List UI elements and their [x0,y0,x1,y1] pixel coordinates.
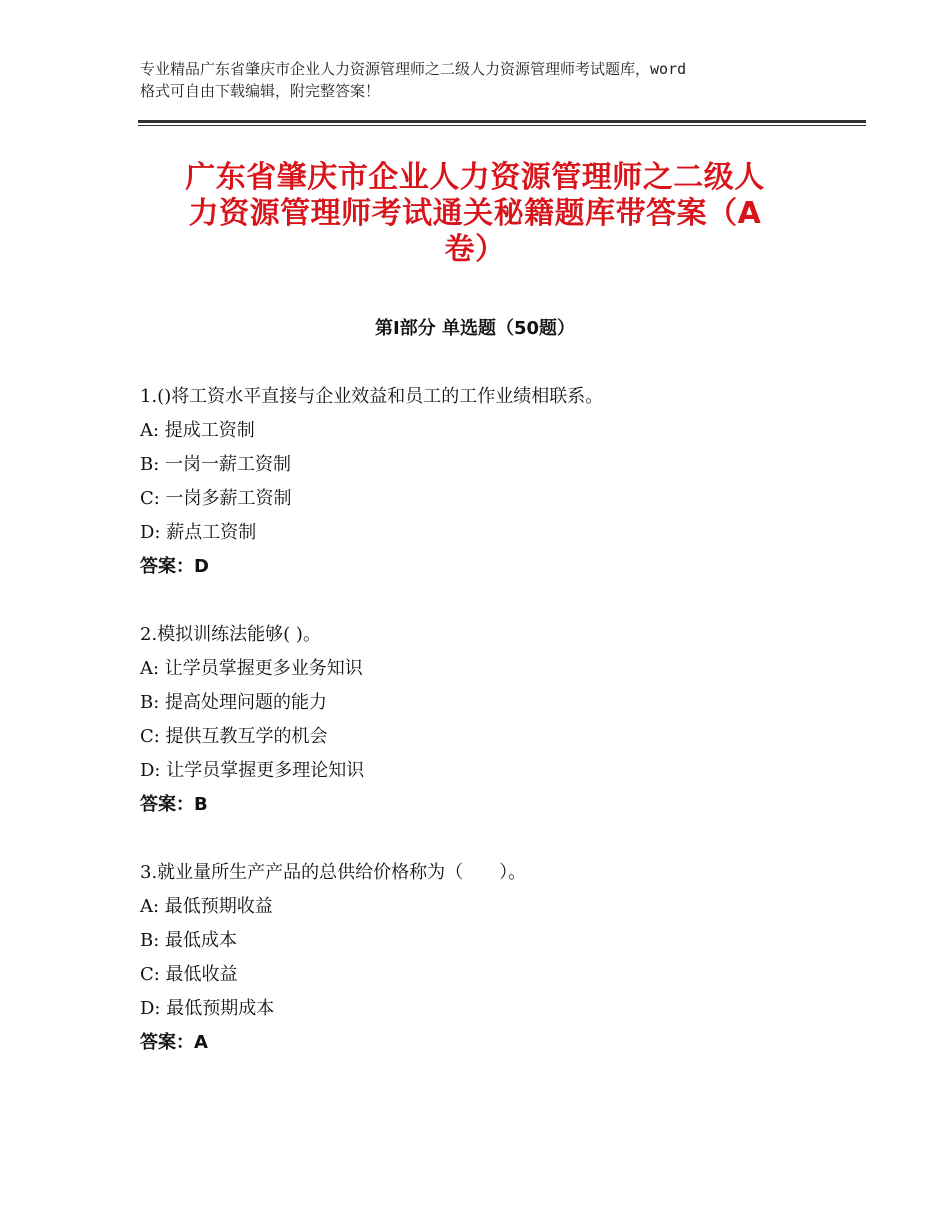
option-c: C: 一岗多薪工资制 [140,488,292,509]
answer: 答案：B [140,794,208,815]
question-stem: 1.()将工资水平直接与企业效益和员工的工作业绩相联系。 [140,386,604,407]
question-3 [140,856,840,1060]
answer: 答案：A [140,1032,208,1053]
option-b: B: 提高处理问题的能力 [140,692,328,713]
option-c: C: 提供互教互学的机会 [140,726,328,747]
document-title: 广东省肇庆市企业人力资源管理师之二级人 力资源管理师考试通关秘籍题库带答案（A 卷） [185,160,765,267]
question-stem: 2.模拟训练法能够( )。 [140,624,321,645]
option-a: A: 最低预期收益 [140,896,273,917]
header-note: 专业精品广东省肇庆市企业人力资源管理师之二级人力资源管理师考试题库，word 格式可自由下载编辑，附完整答案！ [140,60,687,100]
question-1 [140,380,840,584]
option-b: B: 最低成本 [140,930,238,951]
option-d: D: 让学员掌握更多理论知识 [140,760,365,781]
section-title: 第Ⅰ部分 单选题（50题） [374,318,575,339]
option-a: A: 提成工资制 [140,420,255,441]
option-d: D: 薪点工资制 [140,522,257,543]
question-2 [140,618,840,822]
option-a: A: 让学员掌握更多业务知识 [140,658,363,679]
option-c: C: 最低收益 [140,964,238,985]
option-b: B: 一岗一薪工资制 [140,454,292,475]
question-stem: 3.就业量所生产产品的总供给价格称为（ ）。 [140,862,527,883]
header-divider-thick [138,120,866,123]
question-list [140,380,840,1094]
option-d: D: 最低预期成本 [140,998,275,1019]
answer: 答案：D [140,556,209,577]
header-divider-thin [138,125,866,126]
